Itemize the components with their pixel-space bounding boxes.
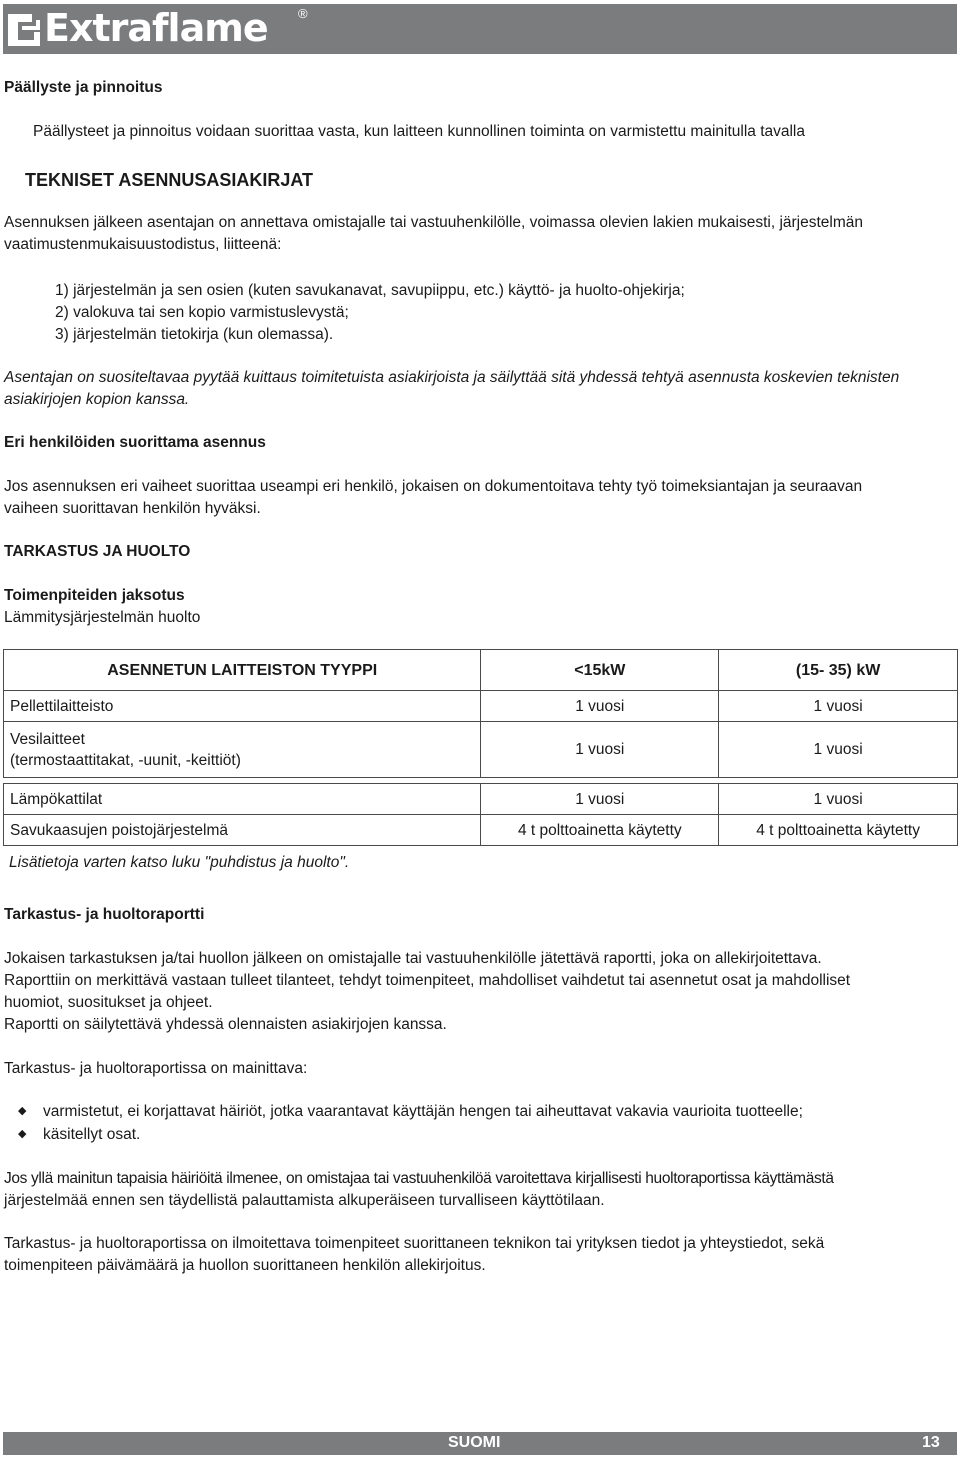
table-cell-type: Savukaasujen poistojärjestelmä	[4, 815, 481, 846]
paragraph-report-3: Raportti on säilytettävä yhdessä olennaisten asiakirjojen kanssa.	[4, 1016, 447, 1033]
paragraph-receipt-line1: Asentajan on suositeltavaa pyytää kuittaus toimitetuista asiakirjoista ja säilyttää sitä yhdessä tehtyä asennusta koskevien teknisten	[4, 369, 900, 386]
diamond-bullet-icon: ◆	[18, 1105, 27, 1117]
list-item: 2) valokuva tai sen kopio varmistuslevystä;	[55, 304, 349, 321]
table-cell-low: 1 vuosi	[481, 784, 719, 815]
table-cell-high: 4 t polttoainetta käytetty	[719, 815, 958, 846]
paragraph-report-2-line1: Raporttiin on merkittävä vastaan tulleet tilanteet, tehdyt toimenpiteet, mahdolliset vaihdetut tai asennetut osat ja mahdolliset	[4, 972, 851, 989]
brand-name: Extraflame	[44, 6, 268, 50]
table-row	[4, 722, 958, 778]
table-header-cell: <15kW	[481, 650, 719, 691]
heading-coating: Päällyste ja pinnoitus	[4, 79, 163, 96]
table-cell-type	[4, 722, 481, 778]
paragraph-receipt-line2: asiakirjojen kopion kanssa.	[4, 391, 190, 408]
table-note: Lisätietoja varten katso luku "puhdistus ja huolto".	[9, 854, 350, 871]
page-number: 13	[922, 1434, 940, 1451]
diamond-bullet-icon: ◆	[18, 1128, 27, 1140]
table-header-row	[4, 650, 958, 691]
table-cell-high: 1 vuosi	[719, 784, 958, 815]
paragraph-report-4-line2: järjestelmää ennen sen täydellistä palauttamista alkuperäiseen turvalliseen käyttötilaan.	[4, 1192, 605, 1209]
list-item: 3) järjestelmän tietokirja (kun olemassa).	[55, 326, 334, 343]
list-item: 1) järjestelmän ja sen osien (kuten savukanavat, savupiippu, etc.) käyttö- ja huolto-ohjekirja;	[55, 282, 685, 299]
paragraph-report-5-line2: toimenpiteen päivämäärä ja huollon suorittaneen henkilön allekirjoitus.	[4, 1257, 486, 1274]
table-cell-type-line1: Vesilaitteet	[10, 730, 85, 748]
table-cell-type: Lämpökattilat	[4, 784, 481, 815]
bullet-item: varmistetut, ei korjattavat häiriöt, jotka vaarantavat käyttäjän hengen tai aiheuttavat vakavia vaurioita tuotteelle;	[43, 1103, 803, 1120]
table-cell-high: 1 vuosi	[719, 691, 958, 722]
bullet-item: käsitellyt osat.	[43, 1126, 141, 1143]
table-cell-low: 1 vuosi	[481, 691, 719, 722]
table-row	[4, 691, 958, 722]
paragraph-multiple-line1: Jos asennuksen eri vaiheet suorittaa useampi eri henkilö, jokaisen on dokumentoitava tehty työ toimeksiantajan ja seuraavan	[4, 478, 863, 495]
heading-schedule: Toimenpiteiden jaksotus	[4, 587, 185, 604]
footer-language: SUOMI	[448, 1434, 501, 1451]
paragraph-coating: Päällysteet ja pinnoitus voidaan suorittaa vasta, kun laitteen kunnollinen toiminta on varmistettu mainitulla tavalla	[33, 123, 805, 140]
table-cell-low: 1 vuosi	[481, 722, 719, 778]
paragraph-documents-line2: vaatimustenmukaisuustodistus, liitteenä:	[4, 236, 282, 253]
table-cell-high: 1 vuosi	[719, 722, 958, 778]
paragraph-report-5-line1: Tarkastus- ja huoltoraportissa on ilmoitettava toimenpiteet suorittaneen teknikon tai yrityksen tiedot ja yhteystiedot, sekä	[4, 1235, 825, 1252]
paragraph-multiple-line2: vaiheen suorittavan henkilön hyväksi.	[4, 500, 261, 517]
table-cell-type: Pellettilaitteisto	[4, 691, 481, 722]
heading-multiple-installers: Eri henkilöiden suorittama asennus	[4, 434, 266, 451]
table-cell-low: 4 t polttoainetta käytetty	[481, 815, 719, 846]
registered-mark: ®	[298, 6, 308, 21]
paragraph-report-intro: Tarkastus- ja huoltoraportissa on mainittava:	[4, 1060, 308, 1077]
table-header-cell: (15- 35) kW	[719, 650, 958, 691]
table-cell-type-line2: (termostaattitakat, -uunit, -keittiöt)	[10, 751, 241, 769]
heading-technical-documents: TEKNISET ASENNUSASIAKIRJAT	[25, 170, 314, 190]
heading-report: Tarkastus- ja huoltoraportti	[4, 906, 205, 923]
table-row	[4, 815, 958, 846]
brand-logo	[6, 6, 268, 50]
paragraph-report-1: Jokaisen tarkastuksen ja/tai huollon jälkeen on omistajalle tai vastuuhenkilölle jätettävä raportti, joka on allekirjoitettava.	[4, 950, 822, 967]
paragraph-documents-line1: Asennuksen jälkeen asentajan on annettava omistajalle tai vastuuhenkilölle, voimassa olevien lakien mukaisesti, järjestelmän	[4, 214, 864, 231]
table-row	[4, 784, 958, 815]
paragraph-report-2-line2: huomiot, suositukset ja ohjeet.	[4, 994, 213, 1011]
paragraph-report-4-line1: Jos yllä mainitun tapaisia häiriöitä ilmenee, on omistajaa tai vastuuhenkilöä varoitettava kirjallisesti huoltoraportissa käyttämästä	[4, 1170, 834, 1187]
heading-inspection: TARKASTUS JA HUOLTO	[4, 543, 191, 560]
subheading-heating-maintenance: Lämmitysjärjestelmän huolto	[4, 609, 201, 626]
flame-logo-icon	[6, 10, 42, 46]
maintenance-schedule-table	[3, 649, 958, 846]
table-header-cell: ASENNETUN LAITTEISTON TYYPPI	[4, 650, 481, 691]
